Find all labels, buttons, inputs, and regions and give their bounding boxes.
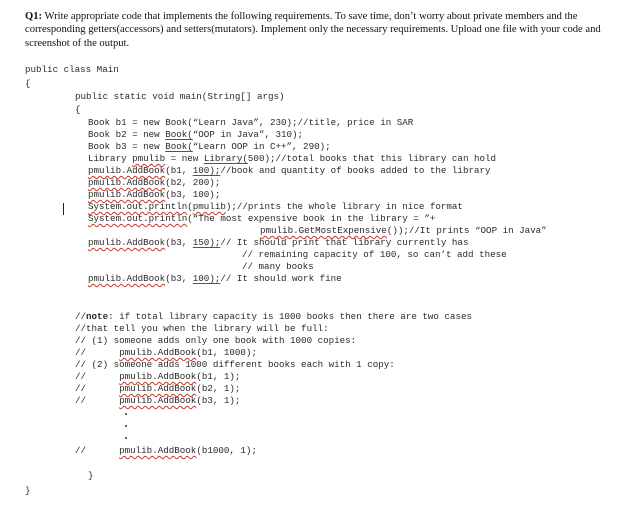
- code-text: (b1,: [165, 165, 193, 176]
- error-token: pmulib.AddBook: [88, 273, 166, 284]
- error-token: pmulib.AddBook: [119, 371, 197, 382]
- code-text: //: [75, 371, 120, 382]
- code-text: (b3, 100);: [165, 189, 221, 200]
- main-open-brace: {: [75, 104, 81, 115]
- code-line-add5: [88, 273, 342, 285]
- error-token: pmulib.AddBook: [119, 395, 197, 406]
- code-text: = new: [165, 153, 204, 164]
- class-close-brace: }: [25, 485, 31, 496]
- code-text: (b3,: [165, 273, 193, 284]
- code-line-print1: [88, 201, 463, 213]
- note-line-5: // (2) someone adds 1000 different books each with 1 copy:: [75, 359, 395, 370]
- code-text: (b1, 1);: [196, 371, 241, 382]
- code-line-print2-cont: [260, 225, 547, 237]
- code-text: //: [75, 395, 120, 406]
- error-token: pmulib: [192, 201, 226, 212]
- code-text: );//prints the whole library in nice format: [225, 201, 463, 212]
- underlined-token: Book(: [165, 141, 193, 152]
- note-line-7: [75, 383, 240, 395]
- code-text: ());//It prints “OOP in Java”: [386, 225, 547, 236]
- code-comment-add4-2: // many books: [242, 261, 314, 272]
- code-line-b2: [88, 129, 303, 141]
- note-line-4: [75, 347, 257, 359]
- class-open-brace: {: [25, 78, 31, 89]
- code-line-add3: [88, 189, 220, 201]
- code-line-b1: [88, 117, 413, 129]
- code-text: (b1, 1000);: [196, 347, 257, 358]
- note-line-3: // (1) someone adds only one book with 1000 copies:: [75, 335, 357, 346]
- question-body: Write appropriate code that implements the following requirements. To save time, don’t worry about private members and the corresponding getters(accessors) and setters(mutators). Implement only the necessary requirements. Upload one file with your code and screenshot of the output.: [25, 11, 601, 49]
- note-keyword: note: [86, 311, 109, 322]
- code-text: Library: [88, 153, 133, 164]
- error-token: pmulib.AddBook: [119, 445, 197, 456]
- error-token: pmulib.AddBook: [88, 189, 166, 200]
- code-text: (b1000, 1);: [196, 445, 257, 456]
- code-text: //: [75, 445, 120, 456]
- note-line-9: [75, 445, 257, 457]
- code-line-add2: [88, 177, 220, 189]
- underlined-token: Book(: [165, 129, 193, 140]
- code-text: “Learn OOP in C++”, 290);: [192, 141, 331, 152]
- underlined-token: Library(: [203, 153, 248, 164]
- code-text: Book b1 = new Book(“Learn Java”, 230);//title, price in SAR: [88, 117, 414, 128]
- code-line-print2: [88, 213, 435, 225]
- code-line-b3: [88, 141, 331, 153]
- error-token: pmulib.AddBook: [119, 347, 197, 358]
- code-text: 500);//total books that this library can hold: [247, 153, 497, 164]
- error-token: System.out.println: [88, 213, 188, 224]
- code-text: //: [75, 383, 120, 394]
- code-line-library: [88, 153, 496, 165]
- code-text: // It should work fine: [220, 273, 342, 284]
- error-token: pmulib.AddBook: [88, 237, 166, 248]
- code-text: (b3,: [165, 237, 193, 248]
- code-text: “OOP in Java”, 310);: [192, 129, 304, 140]
- error-token: System.out.println: [88, 201, 188, 212]
- code-text: //: [75, 347, 120, 358]
- main-declaration: public static void main(String[] args): [75, 91, 285, 102]
- note-line-8: [75, 395, 240, 407]
- ellipsis-dot: [125, 437, 127, 439]
- code-line-add1: [88, 165, 491, 177]
- code-text: //: [75, 311, 87, 322]
- error-token: pmulib.GetMostExpensive: [260, 225, 387, 236]
- code-text: (: [187, 201, 193, 212]
- underlined-token: 100);: [192, 165, 221, 176]
- question-label: Q1:: [25, 11, 43, 22]
- error-token: pmulib.AddBook: [88, 165, 166, 176]
- class-declaration: public class Main: [25, 64, 119, 75]
- note-line-2: //that tell you when the library will be full:: [75, 323, 329, 334]
- code-line-add4: [88, 237, 468, 249]
- underlined-token: 100);: [192, 273, 221, 284]
- note-line-6: [75, 371, 240, 383]
- code-text: : if total library capacity is 1000 books then there are two cases: [108, 311, 472, 322]
- main-close-brace: }: [88, 470, 94, 481]
- note-line-1: [75, 311, 472, 323]
- error-token: pmulib: [132, 153, 166, 164]
- code-text: Book b2 = new: [88, 129, 166, 140]
- text-cursor: [63, 203, 64, 215]
- code-text: Book b3 = new: [88, 141, 166, 152]
- code-text: (b3, 1);: [196, 395, 241, 406]
- ellipsis-dot: [125, 425, 127, 427]
- underlined-token: 150);: [192, 237, 221, 248]
- code-text: (b2, 200);: [165, 177, 221, 188]
- ellipsis-dot: [125, 413, 127, 415]
- code-text: // It should print that library currently has: [220, 237, 469, 248]
- error-token: pmulib.AddBook: [88, 177, 166, 188]
- code-text: (“The most expensive book in the library = ”+: [187, 213, 436, 224]
- code-text: //book and quantity of books added to the library: [220, 165, 491, 176]
- error-token: pmulib.AddBook: [119, 383, 197, 394]
- code-comment-add4-1: // remaining capacity of 100, so can’t add these: [242, 249, 507, 260]
- code-text: (b2, 1);: [196, 383, 241, 394]
